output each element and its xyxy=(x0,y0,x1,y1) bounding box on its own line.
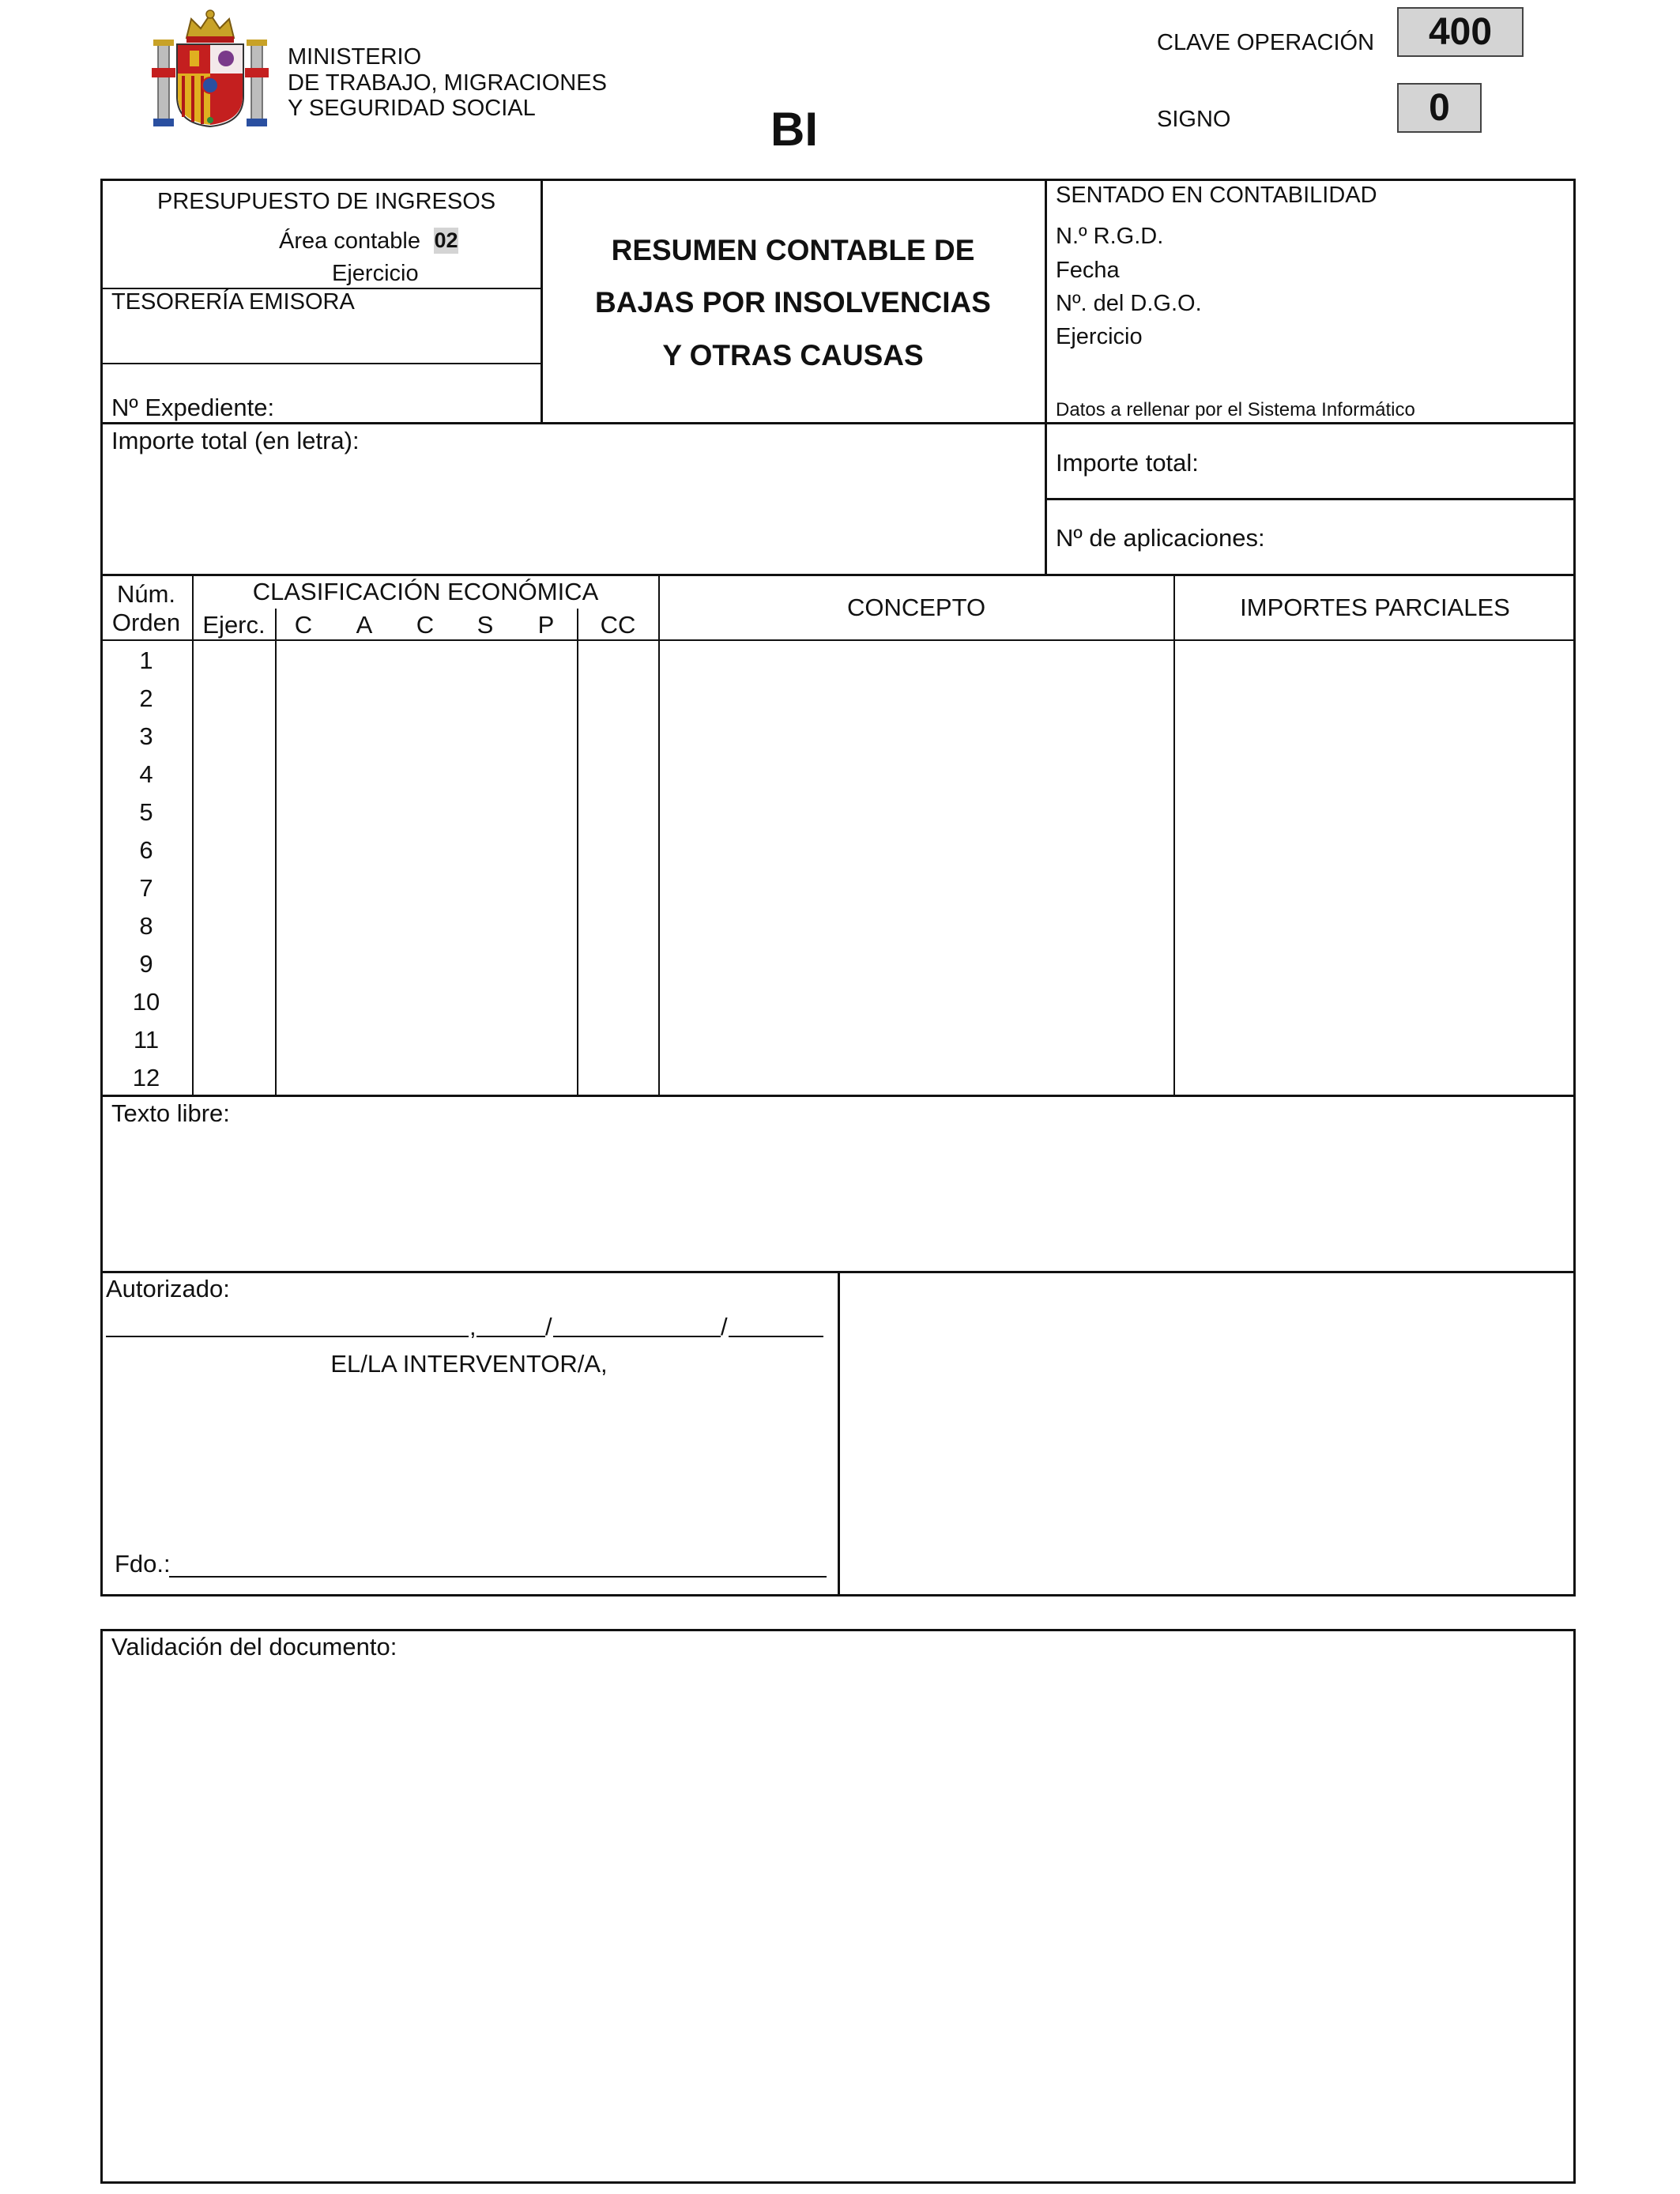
ministry-line-2: DE TRABAJO, MIGRACIONES xyxy=(288,70,607,96)
validacion-box xyxy=(100,1629,1576,2184)
importe-total-label: Importe total: xyxy=(1056,449,1199,477)
num-orden-header-1: Núm. xyxy=(116,580,176,608)
sentado-label: SENTADO EN CONTABILIDAD xyxy=(1056,183,1377,208)
column-line xyxy=(658,575,660,1095)
row-number: 10 xyxy=(132,988,160,1016)
cc-header: CC xyxy=(600,611,636,639)
row-number: 7 xyxy=(139,874,153,902)
table-bottom-divider xyxy=(100,1095,1576,1097)
ejercicio-label: Ejercicio xyxy=(332,261,419,286)
row-number: 5 xyxy=(139,798,153,826)
clasificacion-header: CLASIFICACIÓN ECONÓMICA xyxy=(252,578,599,605)
row-number: 6 xyxy=(139,836,153,864)
area-contable-label: Área contable xyxy=(279,228,420,254)
area-contable-value: 02 xyxy=(434,228,458,252)
importes-parciales-header: IMPORTES PARCIALES xyxy=(1240,594,1510,621)
doc-code: BI xyxy=(770,103,818,156)
row-number: 11 xyxy=(133,1026,160,1054)
ejercicio-contabilidad-label: Ejercicio xyxy=(1056,324,1143,349)
form-title-line-1: RESUMEN CONTABLE DE xyxy=(611,234,975,266)
divider xyxy=(838,1272,840,1596)
divider xyxy=(100,363,541,364)
divider xyxy=(100,422,1576,424)
texto-libre-label: Texto libre: xyxy=(111,1099,230,1127)
rgd-label: N.º R.G.D. xyxy=(1056,224,1164,249)
signo-label: SIGNO xyxy=(1157,107,1231,132)
column-line xyxy=(1173,575,1175,1095)
col-p-header: P xyxy=(537,611,555,639)
coat-of-arms-logo xyxy=(152,8,269,130)
ministry-line-1: MINISTERIO xyxy=(288,44,422,70)
autorizado-label: Autorizado: xyxy=(106,1275,230,1302)
column-line xyxy=(275,609,277,1095)
row-number: 8 xyxy=(139,912,153,940)
row-number: 3 xyxy=(139,722,153,750)
table-header-divider xyxy=(100,639,1576,641)
tesoreria-label: TESORERÍA EMISORA xyxy=(111,289,355,315)
signature-line xyxy=(169,1576,827,1578)
divider xyxy=(1045,498,1576,500)
dgo-label: Nº. del D.G.O. xyxy=(1056,291,1202,316)
year-blank xyxy=(729,1336,823,1337)
date-slash-2: / xyxy=(721,1313,728,1340)
presupuesto-label: PRESUPUESTO DE INGRESOS xyxy=(157,189,496,214)
signo-value: 0 xyxy=(1397,83,1482,133)
month-blank xyxy=(553,1336,721,1337)
col-c2-header: C xyxy=(416,611,435,639)
row-number: 12 xyxy=(132,1064,160,1091)
divider xyxy=(100,574,1576,576)
form-title-line-3: Y OTRAS CAUSAS xyxy=(662,339,924,371)
col-a-header: A xyxy=(356,611,373,639)
day-blank xyxy=(477,1336,545,1337)
clave-operacion-label: CLAVE OPERACIÓN xyxy=(1157,30,1375,55)
column-line xyxy=(577,609,578,1095)
row-number: 2 xyxy=(139,684,153,712)
validacion-label: Validación del documento: xyxy=(111,1633,397,1661)
datos-sistema-note: Datos a rellenar por el Sistema Informático xyxy=(1056,399,1415,420)
place-comma: , xyxy=(469,1313,477,1340)
divider xyxy=(1045,179,1047,575)
interventor-label: EL/LA INTERVENTOR/A, xyxy=(330,1350,608,1378)
ejerc-header: Ejerc. xyxy=(202,611,266,639)
col-s-header: S xyxy=(477,611,494,639)
concepto-header: CONCEPTO xyxy=(846,594,986,621)
fecha-label: Fecha xyxy=(1056,258,1120,283)
num-orden-header-2: Orden xyxy=(111,609,181,636)
column-line xyxy=(192,575,194,1095)
num-aplicaciones-label: Nº de aplicaciones: xyxy=(1056,524,1265,552)
ministry-line-3: Y SEGURIDAD SOCIAL xyxy=(288,96,536,121)
expediente-label: Nº Expediente: xyxy=(111,394,275,421)
row-number: 9 xyxy=(139,950,153,978)
place-blank xyxy=(106,1336,469,1337)
date-slash-1: / xyxy=(545,1313,552,1340)
clave-operacion-value: 400 xyxy=(1397,7,1524,57)
importe-letra-label: Importe total (en letra): xyxy=(111,427,360,454)
row-number: 4 xyxy=(139,760,153,788)
fdo-label: Fdo.: xyxy=(115,1550,171,1578)
form-title-line-2: BAJAS POR INSOLVENCIAS xyxy=(595,286,991,319)
col-c1-header: C xyxy=(294,611,313,639)
row-number: 1 xyxy=(139,647,153,674)
